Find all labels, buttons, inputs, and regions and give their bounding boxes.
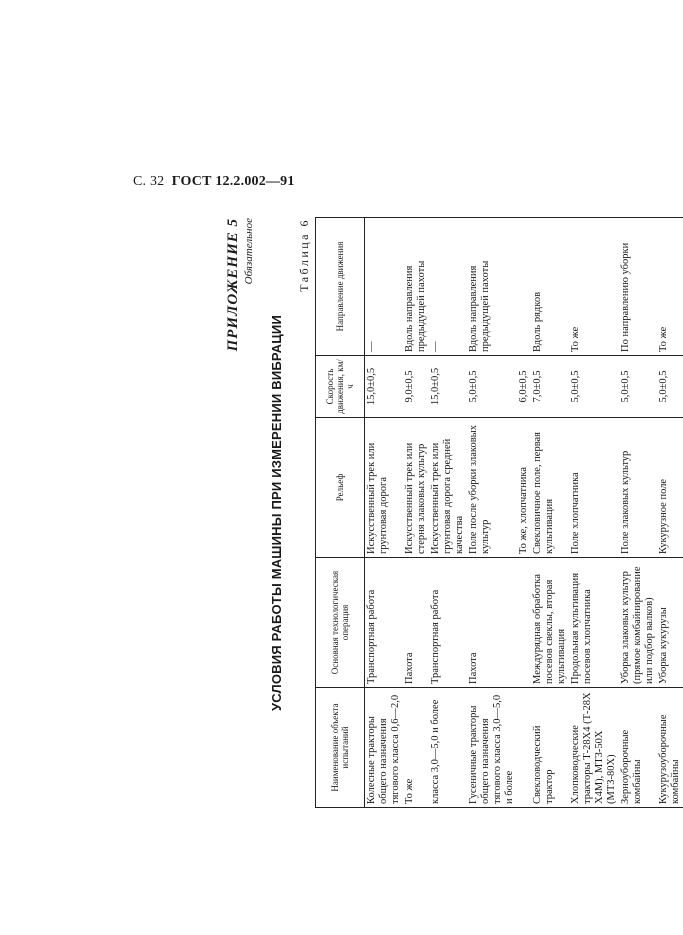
cell-object: Кукурузоуборочные комбайны <box>657 688 683 808</box>
cell-object: Зерноуборочные комбайны <box>619 688 657 808</box>
cell-direction: Вдоль направления предыдущей пахоты <box>467 218 517 356</box>
cell-speed: 5,0±0,5 <box>657 356 683 418</box>
cell-direction: — <box>365 218 404 356</box>
cell-relief: Искусственный трек или грунтовая дорога <box>365 418 404 558</box>
standard-code: ГОСТ 12.2.002—91 <box>171 174 295 189</box>
cell-operation: Пахота <box>467 558 517 688</box>
column-header-operation: Основная технологическая операция <box>316 558 365 688</box>
table-row <box>429 218 467 808</box>
cell-direction: То же <box>657 218 683 356</box>
column-header-speed: Скорость движения, км/ч <box>316 356 365 418</box>
table-row <box>517 218 531 808</box>
cell-relief: Искусственный трек или грунтовая дорога средней качества <box>429 418 467 558</box>
column-header-direction: Направление движения <box>316 218 365 356</box>
cell-operation: Транспортная работа <box>365 558 404 688</box>
cell-relief: Кукурузное поле <box>657 418 683 558</box>
appendix-block <box>225 218 255 351</box>
conditions-table <box>315 217 683 808</box>
table-row <box>619 218 657 808</box>
page-number: С. 32 <box>133 174 165 189</box>
cell-direction: Вдоль рядков <box>531 218 569 356</box>
cell-speed: 7,0±0,5 <box>531 356 569 418</box>
table-body <box>365 218 683 808</box>
column-header-relief: Рельеф <box>316 418 365 558</box>
appendix-title: ПРИЛОЖЕНИЕ 5 <box>225 218 241 352</box>
cell-speed: 15,0±0,5 <box>429 356 467 418</box>
page-header <box>133 174 295 190</box>
cell-object: То же <box>403 688 429 808</box>
cell-operation <box>517 558 531 688</box>
cell-operation: Уборка злаковых культур (прямое комбайнирование или подбор валков) <box>619 558 657 688</box>
conditions-table-wrapper <box>315 218 683 808</box>
table-row <box>569 218 619 808</box>
appendix-subtitle: Обязательное <box>243 218 255 285</box>
cell-speed: 5,0±0,5 <box>619 356 657 418</box>
cell-relief: Искусственный трек или стерня злаковых культур <box>403 418 429 558</box>
cell-object: Свекловодческий трактор <box>531 688 569 808</box>
cell-speed: 5,0±0,5 <box>569 356 619 418</box>
table-header-row <box>316 218 365 808</box>
cell-object: Колесные тракторы общего назначения тягового класса 0,6—2,0 <box>365 688 404 808</box>
cell-relief: Поле хлопчатника <box>569 418 619 558</box>
cell-direction: — <box>429 218 467 356</box>
cell-direction <box>517 218 531 356</box>
table-row <box>365 218 404 808</box>
cell-operation: Уборка кукурузы <box>657 558 683 688</box>
cell-operation: Пахота <box>403 558 429 688</box>
cell-operation: Продольная культивация посевов хлопчатника <box>569 558 619 688</box>
column-header-object: Наименование объекта испытаний <box>316 688 365 808</box>
table-label: Таблица 6 <box>297 218 311 292</box>
cell-speed: 9,0±0,5 <box>403 356 429 418</box>
cell-direction: То же <box>569 218 619 356</box>
cell-relief: Поле злаковых культур <box>619 418 657 558</box>
cell-speed: 5,0±0,5 <box>467 356 517 418</box>
cell-relief: То же, хлопчатника <box>517 418 531 558</box>
cell-object: Гусеничные тракторы общего назначения тягового класса 3,0—5,0 и более <box>467 688 517 808</box>
cell-direction: Вдоль направления предыдущей пахоты <box>403 218 429 356</box>
cell-object: Хлопководческие тракторы Т-28Х4 (Т-28Х Х4М), МТЗ-50Х (МТЗ-80Х) <box>569 688 619 808</box>
cell-speed: 15,0±0,5 <box>365 356 404 418</box>
table-row <box>657 218 683 808</box>
cell-operation: Междурядная обработка посевов свеклы, вторая культивация <box>531 558 569 688</box>
table-row <box>403 218 429 808</box>
rotated-content <box>225 218 681 808</box>
cell-direction: По направлению уборки <box>619 218 657 356</box>
document-title: УСЛОВИЯ РАБОТЫ МАШИНЫ ПРИ ИЗМЕРЕНИИ ВИБРАЦИИ <box>269 314 284 712</box>
table-row <box>531 218 569 808</box>
cell-operation: Транспортная работа <box>429 558 467 688</box>
cell-relief: Свекловичное поле, первая культивация <box>531 418 569 558</box>
cell-relief: Поле после уборки злаковых культур <box>467 418 517 558</box>
cell-speed: 6,0±0,5 <box>517 356 531 418</box>
table-row <box>467 218 517 808</box>
cell-object: класса 3,0—5,0 и более <box>429 688 467 808</box>
cell-object <box>517 688 531 808</box>
